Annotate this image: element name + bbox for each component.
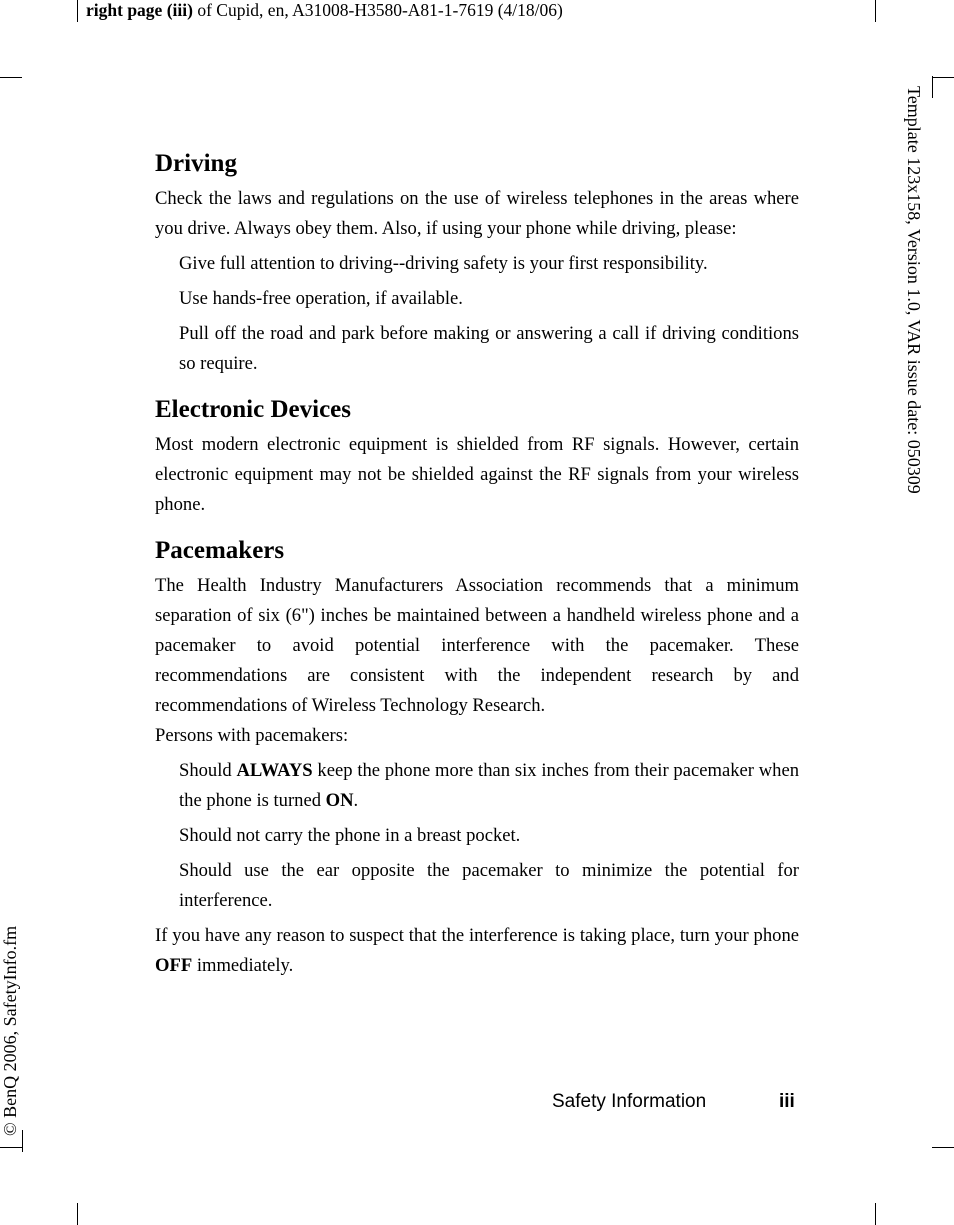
page-content bbox=[155, 146, 799, 981]
crop-mark bbox=[77, 1203, 78, 1225]
list-item: Should not carry the phone in a breast pocket. bbox=[179, 825, 521, 846]
section-heading-driving: Driving bbox=[155, 150, 237, 177]
page-number: iii bbox=[779, 1091, 795, 1112]
list-item: Should ALWAYS keep the phone more than six inches from their pacemaker when the phone is turned ON. bbox=[179, 760, 799, 811]
copyright-note: © BenQ 2006, SafetyInfo.fm bbox=[0, 925, 20, 1136]
paragraph: If you have any reason to suspect that the interference is taking place, turn your phone OFF immediately. bbox=[155, 925, 799, 976]
crop-mark bbox=[932, 77, 954, 78]
crop-mark bbox=[932, 1147, 954, 1148]
section-heading-pacemakers: Pacemakers bbox=[155, 537, 285, 564]
crop-mark bbox=[0, 1147, 22, 1148]
crop-mark bbox=[0, 77, 22, 78]
footer-title: Safety Information bbox=[552, 1091, 707, 1112]
page-footer bbox=[552, 1091, 795, 1113]
print-header bbox=[86, 0, 563, 20]
list-item: Pull off the road and park before making or answering a call if driving conditions so require. bbox=[179, 323, 799, 374]
crop-mark bbox=[77, 0, 78, 22]
list-item: Use hands-free operation, if available. bbox=[179, 288, 463, 309]
template-info: Template 123x158, Version 1.0, VAR issue date: 050309 bbox=[904, 86, 924, 494]
crop-mark bbox=[875, 0, 876, 22]
paragraph: Check the laws and regulations on the use of wireless telephones in the areas where you drive. Always obey them. Also, if using your phone while driving, please: bbox=[155, 188, 799, 239]
crop-mark bbox=[932, 76, 933, 98]
paragraph: The Health Industry Manufacturers Association recommends that a minimum separation of six (6") inches be maintained between a handheld wireless phone and a pacemaker to avoid potential interference with the pacemaker. These recommendations are consistent with the independent research by and recommendations of Wireless Technology Research. bbox=[155, 575, 799, 716]
list-item: Give full attention to driving--driving safety is your first responsibility. bbox=[179, 253, 708, 274]
paragraph: Most modern electronic equipment is shielded from RF signals. However, certain electronic equipment may not be shielded against the RF signals from your wireless phone. bbox=[155, 434, 799, 515]
header-info: of Cupid, en, A31008-H3580-A81-1-7619 (4/18/06) bbox=[192, 0, 563, 20]
header-page-label: right page (iii) bbox=[86, 0, 193, 20]
section-heading-electronic-devices: Electronic Devices bbox=[155, 396, 351, 423]
paragraph: Persons with pacemakers: bbox=[155, 725, 349, 746]
list-item: Should use the ear opposite the pacemaker to minimize the potential for interference. bbox=[179, 860, 799, 911]
crop-mark bbox=[22, 1130, 23, 1152]
crop-mark bbox=[875, 1203, 876, 1225]
